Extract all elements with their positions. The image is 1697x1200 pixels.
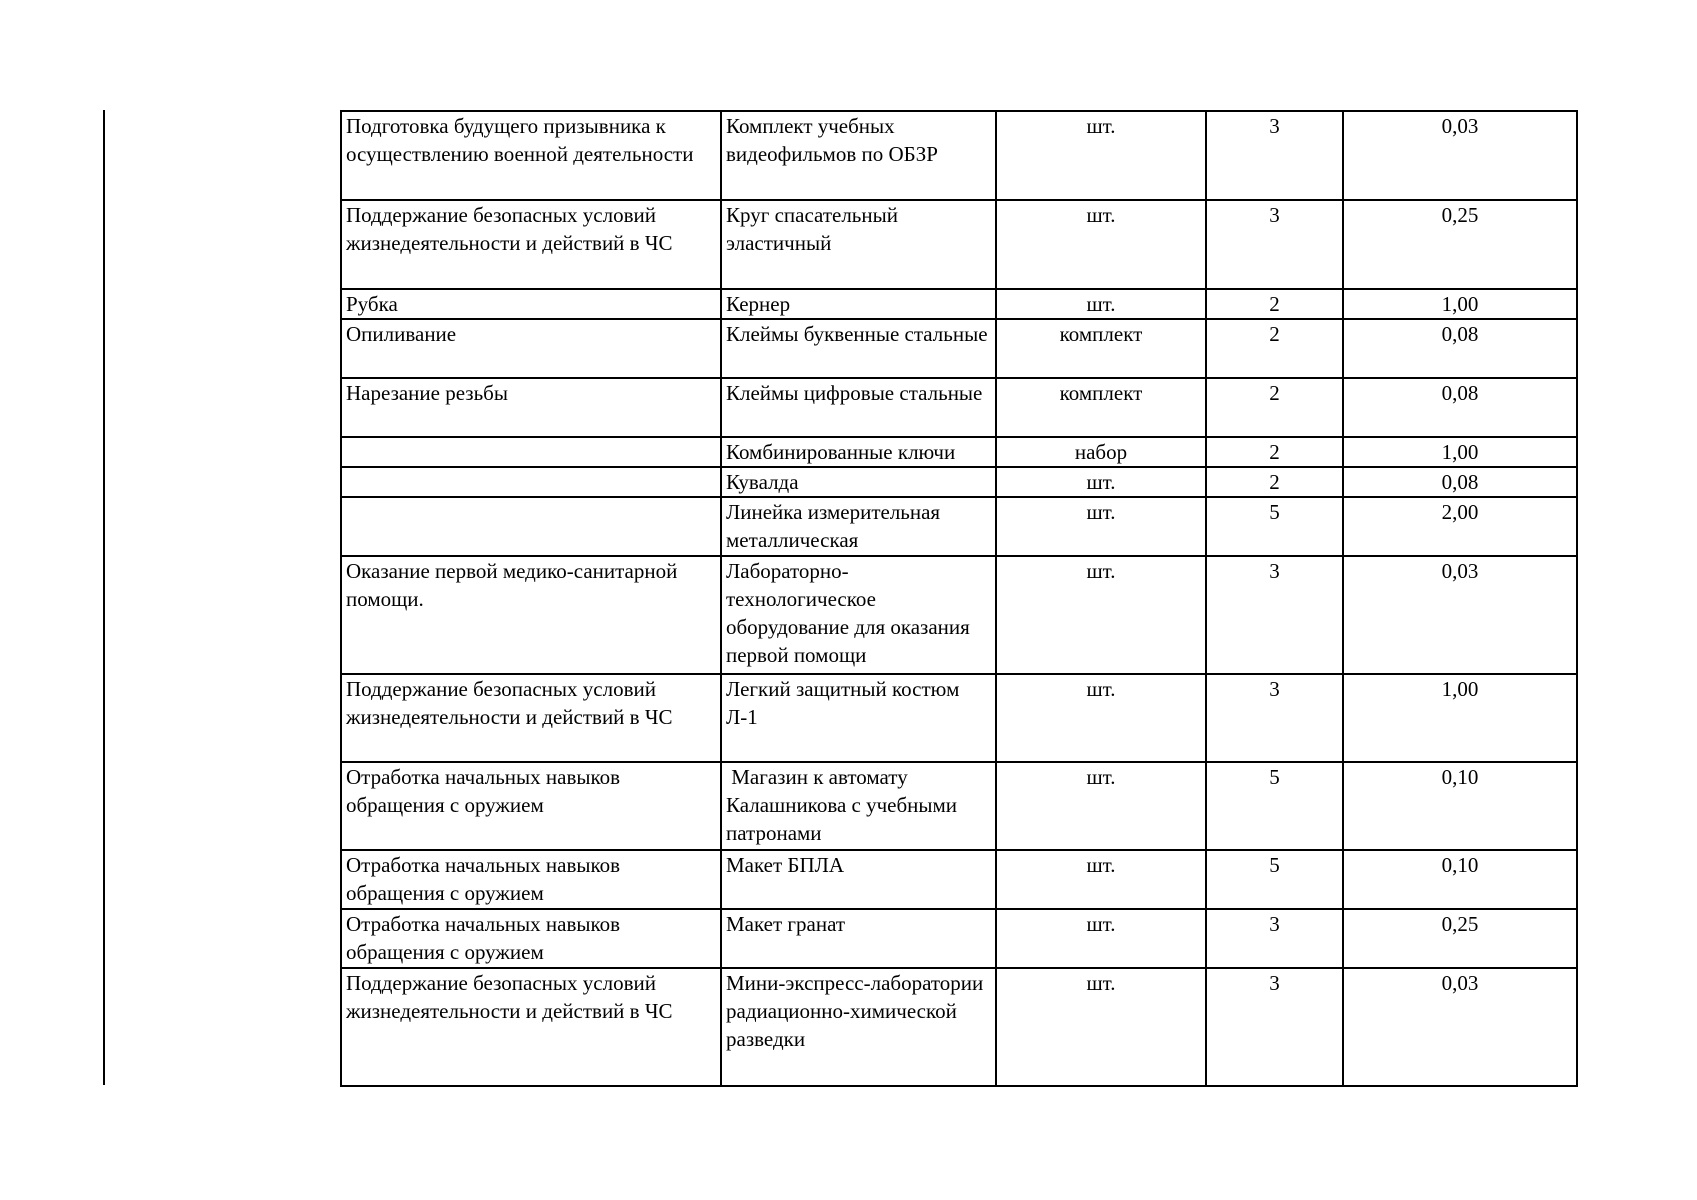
norm-cell: 1,00 xyxy=(1343,437,1577,467)
table-row xyxy=(341,850,1577,909)
table-row xyxy=(341,289,1577,319)
unit-cell: шт. xyxy=(996,467,1206,497)
table-row xyxy=(341,467,1577,497)
topic-cell xyxy=(341,497,721,556)
qty-cell: 3 xyxy=(1206,674,1343,762)
table-row xyxy=(341,762,1577,850)
norm-cell: 0,03 xyxy=(1343,556,1577,674)
norm-cell: 0,03 xyxy=(1343,111,1577,200)
item-cell: Кернер xyxy=(721,289,996,319)
norm-cell: 0,08 xyxy=(1343,467,1577,497)
norm-cell: 0,10 xyxy=(1343,850,1577,909)
norm-cell: 0,08 xyxy=(1343,319,1577,378)
topic-cell: Отработка начальных навыков обращения с оружием xyxy=(341,762,721,850)
qty-cell: 3 xyxy=(1206,909,1343,968)
item-cell: Макет гранат xyxy=(721,909,996,968)
table-row xyxy=(341,556,1577,674)
table-row xyxy=(341,497,1577,556)
unit-cell: шт. xyxy=(996,111,1206,200)
qty-cell: 2 xyxy=(1206,467,1343,497)
norm-cell: 0,03 xyxy=(1343,968,1577,1086)
unit-cell: шт. xyxy=(996,762,1206,850)
item-cell: Кувалда xyxy=(721,467,996,497)
qty-cell: 2 xyxy=(1206,437,1343,467)
qty-cell: 3 xyxy=(1206,111,1343,200)
table-row xyxy=(341,674,1577,762)
item-cell: Комплект учебных видеофильмов по ОБЗР xyxy=(721,111,996,200)
topic-cell: Рубка xyxy=(341,289,721,319)
unit-cell: шт. xyxy=(996,200,1206,289)
norm-cell: 1,00 xyxy=(1343,289,1577,319)
unit-cell: шт. xyxy=(996,850,1206,909)
topic-cell: Подготовка будущего призывника к осуществлению военной деятельности xyxy=(341,111,721,200)
unit-cell: шт. xyxy=(996,909,1206,968)
item-cell: Мини-экспресс-лаборатории радиационно-химической разведки xyxy=(721,968,996,1086)
table-row xyxy=(341,319,1577,378)
unit-cell: шт. xyxy=(996,968,1206,1086)
qty-cell: 5 xyxy=(1206,497,1343,556)
topic-cell: Оказание первой медико-санитарной помощи. xyxy=(341,556,721,674)
table-row xyxy=(341,200,1577,289)
topic-cell: Поддержание безопасных условий жизнедеятельности и действий в ЧС xyxy=(341,200,721,289)
page-margin-line xyxy=(103,110,105,1085)
item-cell: Легкий защитный костюм Л-1 xyxy=(721,674,996,762)
norm-cell: 0,25 xyxy=(1343,200,1577,289)
topic-cell: Поддержание безопасных условий жизнедеятельности и действий в ЧС xyxy=(341,674,721,762)
equipment-table xyxy=(340,110,1578,1087)
unit-cell: комплект xyxy=(996,378,1206,437)
unit-cell: набор xyxy=(996,437,1206,467)
norm-cell: 0,25 xyxy=(1343,909,1577,968)
topic-cell: Нарезание резьбы xyxy=(341,378,721,437)
topic-cell xyxy=(341,437,721,467)
norm-cell: 2,00 xyxy=(1343,497,1577,556)
norm-cell: 1,00 xyxy=(1343,674,1577,762)
item-cell: Лабораторно-технологическое оборудование для оказания первой помощи xyxy=(721,556,996,674)
qty-cell: 5 xyxy=(1206,762,1343,850)
qty-cell: 3 xyxy=(1206,968,1343,1086)
item-cell: Круг спасательный эластичный xyxy=(721,200,996,289)
topic-cell: Опиливание xyxy=(341,319,721,378)
item-cell: Клеймы цифровые стальные xyxy=(721,378,996,437)
unit-cell: комплект xyxy=(996,319,1206,378)
table-row xyxy=(341,437,1577,467)
qty-cell: 2 xyxy=(1206,378,1343,437)
topic-cell: Поддержание безопасных условий жизнедеятельности и действий в ЧС xyxy=(341,968,721,1086)
qty-cell: 3 xyxy=(1206,556,1343,674)
item-cell: Комбинированные ключи xyxy=(721,437,996,467)
unit-cell: шт. xyxy=(996,289,1206,319)
qty-cell: 2 xyxy=(1206,289,1343,319)
item-cell: Клеймы буквенные стальные xyxy=(721,319,996,378)
qty-cell: 2 xyxy=(1206,319,1343,378)
topic-cell: Отработка начальных навыков обращения с оружием xyxy=(341,909,721,968)
unit-cell: шт. xyxy=(996,674,1206,762)
item-cell: Макет БПЛА xyxy=(721,850,996,909)
table-row xyxy=(341,909,1577,968)
item-cell: Линейка измерительная металлическая xyxy=(721,497,996,556)
table-row xyxy=(341,111,1577,200)
topic-cell xyxy=(341,467,721,497)
qty-cell: 5 xyxy=(1206,850,1343,909)
topic-cell: Отработка начальных навыков обращения с оружием xyxy=(341,850,721,909)
unit-cell: шт. xyxy=(996,497,1206,556)
item-cell: Магазин к автомату Калашникова с учебными патронами xyxy=(721,762,996,850)
norm-cell: 0,08 xyxy=(1343,378,1577,437)
norm-cell: 0,10 xyxy=(1343,762,1577,850)
qty-cell: 3 xyxy=(1206,200,1343,289)
table-row xyxy=(341,968,1577,1086)
unit-cell: шт. xyxy=(996,556,1206,674)
table-row xyxy=(341,378,1577,437)
